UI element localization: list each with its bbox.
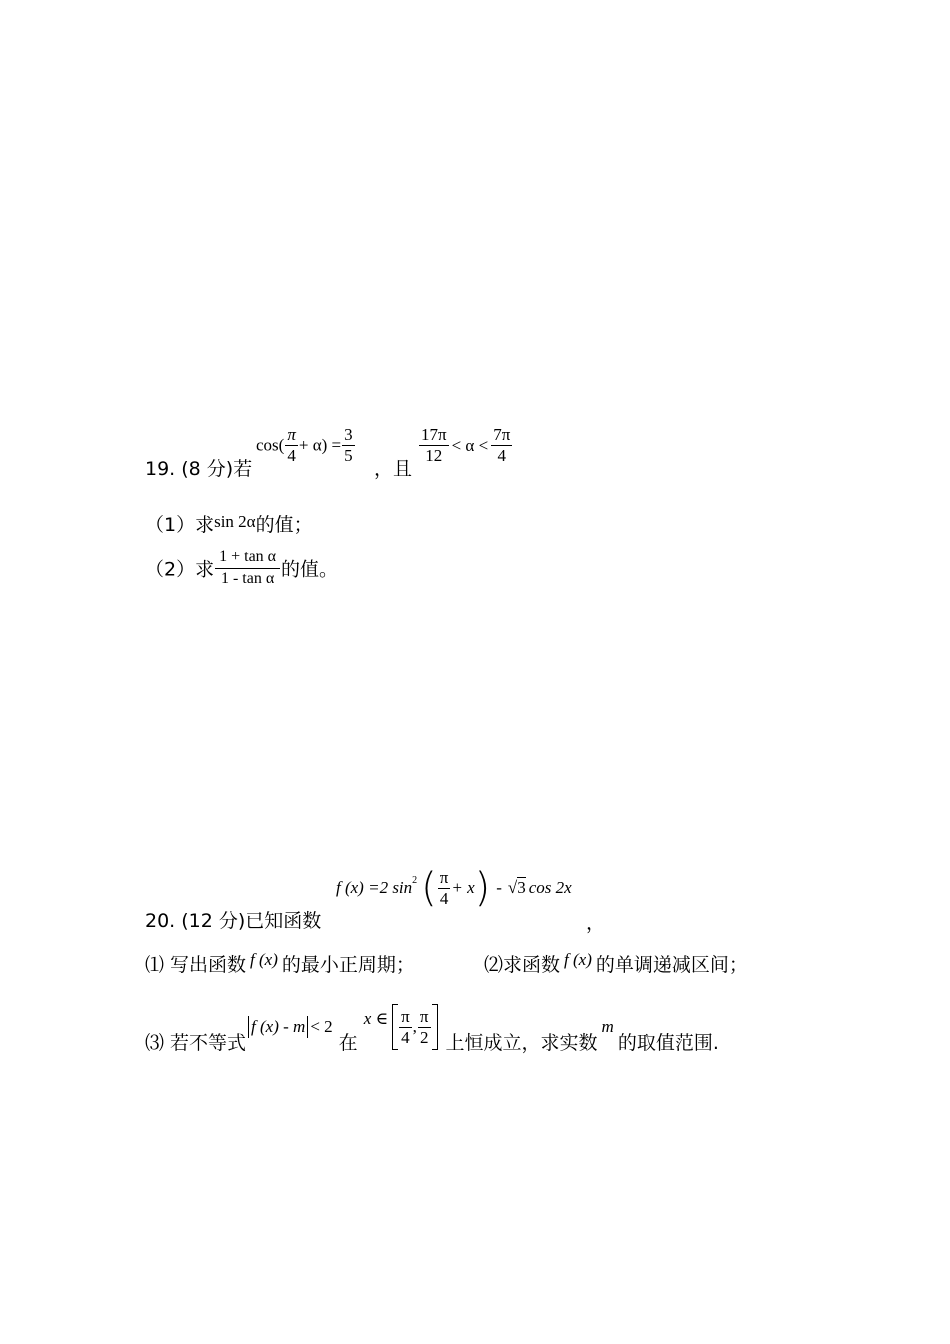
q20-part2: ⑵求函数 f (x) 的单调递减区间； [484,950,748,976]
q19-condition-range: $\frac{17\pi}{12}$ < α < $\frac{7\pi}{4}$ [421,425,511,465]
fraction-tan: $\frac{\text{1 + tan α}}{\text{1 - tan α}}$ [215,548,280,588]
abs-bar-left [248,1016,249,1038]
abs-bar-right [307,1016,308,1038]
q19-part1: （1）求sin 2α的值； [145,512,313,536]
q19-part2: （2）求 $\frac{\text{1 + tan α}}{\text{1 - tan α}}$ 的值。 [145,548,339,587]
sqrt-sign-icon: √ [507,878,518,897]
left-bracket [392,1004,398,1050]
q19-heading [145,424,252,480]
right-bracket [432,1004,438,1050]
fraction-3-over-5: $\frac{3}{5}$ [344,425,353,465]
fraction-7pi-over-4: $\frac{7\pi}{4}$ [493,425,511,465]
interval-comma: , [412,1017,417,1036]
q19-separator: ，且 [374,458,413,480]
fraction-pi-over-2: $\frac{\pi}{2}$ [419,1006,429,1047]
q20-part1: ⑴ 写出函数 f (x) 的最小正周期； [145,950,415,976]
q20-label: 20. (12 分)已知函数 [145,910,322,932]
q20-function-def: f (x) =2 $\sin^2$ ( $\frac{\pi}{4}$ + x) - √3 cos 2x [336,865,572,911]
q20-part3: ⑶ 若不等式f (x) - m < 2在x ∈ $\frac{\pi}{4}$ , $\frac{\pi}{2}$ 上恒成立，求实数m的取值范围. [145,1004,719,1050]
fraction-pi-over-4: $\frac{\pi}{4}$ [287,425,296,465]
left-paren: ( [421,865,437,911]
right-paren: ) [474,865,491,911]
q19-label: 19. (8 分)若 [145,458,253,480]
fraction-17pi-over-12: $\frac{17\pi}{12}$ [421,425,447,465]
fraction-pi-over-4-c: $\frac{\pi}{4}$ [401,1006,410,1047]
q20-comma: ， [586,912,606,934]
fraction-pi-over-4-b: $\frac{\pi}{4}$ [439,867,449,908]
q19-condition-cos: cos( $\frac{\pi}{4}$ + α) = $\frac{3}{5}$ [256,425,353,465]
